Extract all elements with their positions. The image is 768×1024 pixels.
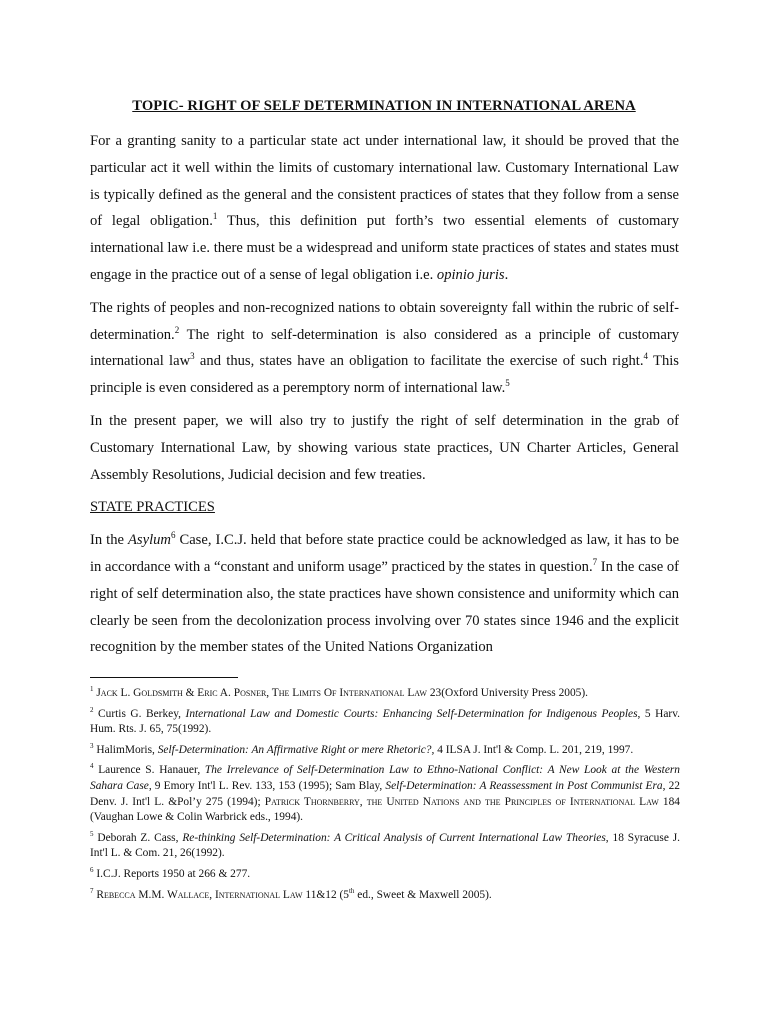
text-run: ed., Sweet & Maxwell 2005). xyxy=(354,888,492,901)
footnote-5 xyxy=(90,831,680,862)
footnote-ref[interactable]: 1 xyxy=(212,211,218,222)
text-run: Case, I.C.J. held that before state practice could be acknowledged as law, it has to be in accordance with a “constant and uniform usage” practiced by the states in question. xyxy=(90,532,679,575)
footnote-ref[interactable]: 7 xyxy=(592,557,598,568)
text-run: and thus, states have an obligation to facilitate the exercise of such right. xyxy=(194,353,644,370)
document-body xyxy=(90,128,679,667)
footnote-ref[interactable]: 3 xyxy=(190,351,195,362)
footnote-4 xyxy=(90,763,680,825)
italic-title: International Law and Domestic Courts: Enhancing Self-Determination for Indigenous Peoples xyxy=(185,707,638,720)
text-run: In the case of right of self determination also, the state practices have shown consistence and uniformity which can clearly be seen from the decolonization process involving over 70 states since 1946 and the explicit recognition by the member states of the United Nations Organization xyxy=(90,558,679,656)
paragraph-purpose: In the present paper, we will also try to justify the right of self determination in the grab of Customary International Law, by showing various state practices, UN Charter Articles, General Assembly Resolutions, Judicial decision and few treaties. xyxy=(90,412,679,483)
footnote-2 xyxy=(90,707,680,738)
text-run: Laurence S. Hanauer, xyxy=(93,764,205,777)
italic-term: opinio juris xyxy=(436,266,505,283)
ordinal-suffix: th xyxy=(348,886,355,895)
text-run: 11&12 (5 xyxy=(302,888,349,901)
paragraph-intro xyxy=(90,128,679,289)
footnote-6 xyxy=(90,867,680,883)
footnote-3 xyxy=(90,743,680,759)
italic-title: Self-Determination: A Reassessment in Post Communist Era xyxy=(385,779,663,792)
italic-title: The Irrelevance of Self-Determination Law to Ethno-National Conflict: A New Look at the Western Sahara Case xyxy=(90,764,681,792)
section-heading: STATE PRACTICES xyxy=(90,499,215,516)
text-run: The right to self-determination is also considered as a principle of customary international law xyxy=(90,326,679,370)
footnote-number: 6 xyxy=(90,866,94,875)
paragraph-rights xyxy=(90,295,679,402)
footnote-ref[interactable]: 4 xyxy=(643,351,649,362)
footnotes xyxy=(90,686,680,908)
text-run: In the xyxy=(90,532,128,549)
text-run: 184 (Vaughan Lowe & Colin Warbrick eds., 1994). xyxy=(90,795,680,824)
text-run: Curtis G. Berkey, xyxy=(93,707,186,720)
page-title: TOPIC- RIGHT OF SELF DETERMINATION IN INTERNATIONAL ARENA xyxy=(132,98,636,114)
text-run: Rebecca M.M. Wallace, International Law xyxy=(96,888,303,901)
text-run: The rights of peoples and non-recognized nations to obtain sovereignty fall within the rubric of self-determination. xyxy=(90,299,679,343)
text-run: For a granting sanity to a particular state act under international law, it should be proved that the particular act it well within the limits of customary international law. Customary International Law is typically defined as the general and the consistent practices of states that they follow from a sense of legal obligation. xyxy=(90,133,679,230)
italic-title: Self-Determination: An Affirmative Right or mere Rhetoric?, xyxy=(157,743,435,756)
text-run: This principle is even considered as a peremptory norm of international law. xyxy=(90,353,679,397)
footnote-separator xyxy=(90,677,238,678)
text-run: HalimMoris, xyxy=(93,743,158,756)
footnote-number: 2 xyxy=(90,705,94,714)
footnote-number: 7 xyxy=(90,886,94,895)
footnote-ref[interactable]: 2 xyxy=(174,324,180,335)
footnote-7 xyxy=(90,888,680,904)
footnote-ref[interactable]: 6 xyxy=(170,530,176,541)
footnote-number: 3 xyxy=(90,741,94,750)
footnote-number: 5 xyxy=(90,829,94,838)
text-run: Deborah Z. Cass, xyxy=(93,831,183,844)
text-run: , 18 Syracuse J. Int'l L. & Com. 21, 26(1992). xyxy=(90,831,681,860)
footnote-1 xyxy=(90,686,680,702)
footnote-number: 1 xyxy=(90,685,94,694)
text-run: 23(Oxford University Press 2005). xyxy=(426,687,589,699)
text-run: , 22 Denv. J. Int'l L. &Pol’y 275 (1994); xyxy=(90,779,680,808)
text-run: Thus, this definition put forth’s two essential elements of customary international law i.e. there must be a widespread and uniform state practices of states and states must engage in the practice out of a sense of legal obligation i.e. xyxy=(90,213,679,283)
text-run: Patrick Thornberry, the United Nations and the Principles of International Law xyxy=(264,795,659,808)
italic-case-name: Asylum xyxy=(128,532,171,549)
text-run: Jack L. Goldsmith & Eric A. Posner, The Limits Of International Law xyxy=(96,687,427,699)
text-run: I.C.J. Reports 1950 at 266 & 277. xyxy=(93,867,251,880)
text-run: , 9 Emory Int'l L. Rev. 133, 153 (1995); Sam Blay, xyxy=(148,779,386,792)
italic-title: Re-thinking Self-Determination: A Critical Analysis of Current International Law Theories xyxy=(182,831,606,844)
text-run: . xyxy=(504,266,509,283)
paragraph-state-practices xyxy=(90,527,679,661)
footnote-ref[interactable]: 5 xyxy=(505,378,510,389)
footnote-number: 4 xyxy=(90,762,94,771)
text-run: , 5 Harv. Hum. Rts. J. 65, 75(1992). xyxy=(90,707,680,736)
text-run: 4 ILSA J. Int'l & Comp. L. 201, 219, 1997. xyxy=(434,743,634,756)
